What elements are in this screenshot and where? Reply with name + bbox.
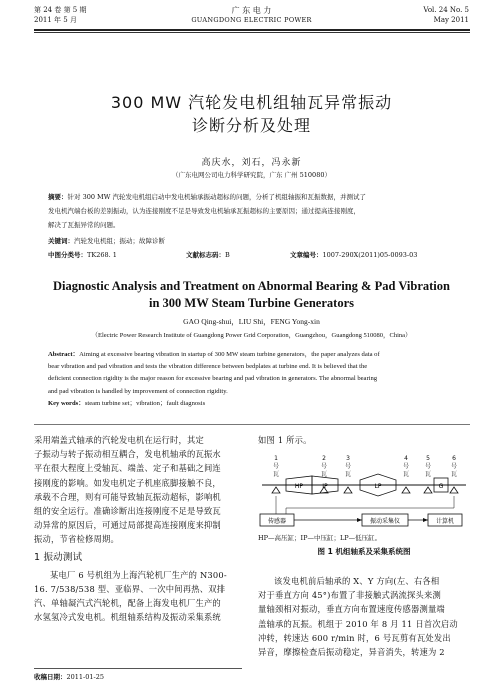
- arrow: [357, 518, 362, 522]
- text-line: 对于垂直方向 45°)布置了非接触式涡流探头来测: [258, 590, 442, 601]
- sensor-leads: [276, 496, 454, 514]
- clc-number: [48, 250, 117, 260]
- text-line: 承载不合理，则有可能导致轴瓦振动超标，影响机: [34, 491, 221, 502]
- bearing-label: 号: [320, 463, 328, 470]
- text-line: 水氢氢冷式发电机。机组轴系结构及振动采集系统: [34, 612, 221, 623]
- authors-en: GAO Qing-shui，LIU Shi，FENG Yong-xin: [183, 317, 320, 326]
- arrow: [423, 518, 428, 522]
- keywords-cn-text: 汽轮发电机组；振动；故障诊断: [74, 237, 165, 245]
- computer-label: 计算机: [435, 518, 455, 525]
- generator-label: G: [438, 483, 444, 490]
- text-line: 动异常的原因后，可通过局部提高连接刚度来抑制: [34, 520, 221, 531]
- figure-caption: 图 1 机组轴系及采集系统图: [317, 547, 411, 556]
- header-rule-thin: [34, 32, 470, 33]
- bearing-label: 号: [344, 463, 352, 470]
- bearing-label: 号: [450, 463, 458, 470]
- received-value: 2011-01-25: [66, 673, 104, 681]
- doc-value: B: [225, 251, 230, 259]
- journal-date: 2011 年 5 月: [34, 16, 77, 24]
- lp-label: LP: [374, 483, 382, 490]
- abstract-cn: [48, 192, 468, 230]
- affiliation-cn: （广东电网公司电力科学研究院，广东 广州 510080）: [172, 171, 331, 179]
- bearing-label: 瓦: [424, 471, 432, 478]
- bearing-number: 5: [426, 455, 430, 462]
- bearing-label: 瓦: [450, 471, 458, 478]
- abstract-divider: [34, 424, 470, 425]
- text-line: 接刚度的影响。如发电机定子机座底脚接触不良，: [34, 477, 221, 488]
- text-line: 16. 7/538/538 型、亚临界、一次中间再热、双排: [34, 584, 226, 595]
- keywords-en-text: steam turbine set；vibration；fault diagnosis: [84, 399, 206, 407]
- figure-intro: 如图 1 所示。: [258, 435, 312, 445]
- bearing-number: 6: [452, 455, 456, 462]
- journal-volume: 第 24 卷 第 5 期: [34, 6, 87, 14]
- title-cn-line2: 诊断分析及处理: [191, 116, 311, 135]
- abstract-cn-label: 摘要：: [48, 193, 68, 201]
- shaft-system-figure: [256, 452, 470, 532]
- text-line: 盖轴承的瓦振。机组于 2010 年 8 月 11 日首次启动: [258, 618, 458, 629]
- abstract-en-label: Abstract：: [48, 351, 80, 358]
- received-date: [34, 672, 104, 681]
- text-line: 平在很大程度上受轴瓦、端盖、定子和基础之间连: [34, 463, 221, 474]
- clc-value: TK268. 1: [87, 251, 117, 259]
- section-heading: 1 振动测试: [34, 551, 83, 563]
- title-en-line1: Diagnostic Analysis and Treatment on Abnormal Bearing & Pad Vibration: [53, 279, 450, 293]
- affiliation-en: （Electric Power Research Institute of Guangdong Power Grid Corporation，Guangzhou，Guangdong 510080，China）: [91, 332, 412, 339]
- clc-label: 中图分类号：: [48, 251, 87, 259]
- keywords-cn-label: 关键词：: [48, 237, 74, 245]
- journal-vol-en: Vol. 24 No. 5: [423, 6, 469, 14]
- right-paragraph: [258, 574, 470, 659]
- bearing-number: 1: [274, 455, 278, 462]
- bearing-label: 瓦: [344, 471, 352, 478]
- abstract-en-line2: bear vibration and pad vibration and tests the vibration difference between bedplates at turbine end. It is believed that the: [48, 363, 368, 371]
- abstract-en-line1: Aiming at excessive bearing vibration in startup of 300 MW steam turbine generators，the paper analyzes data of: [79, 351, 380, 358]
- art-label: 文章编号：: [290, 251, 323, 259]
- ip-label: IP: [322, 483, 328, 490]
- art-value: 1007-290X(2011)05-0093-03: [322, 251, 418, 259]
- abstract-cn-line1: 针对 300 MW 汽轮发电机组启动中发电机轴承振动超标的问题，分析了机组轴振和瓦振数据，并测试了: [67, 193, 366, 201]
- header-rule: [34, 29, 470, 31]
- text-line: 振动，节省检修周期。: [34, 534, 119, 545]
- abstract-en-line3: deficient connection rigidity is the major reason for excessive bearing and pad vibration in generators. The abnormal bearing: [48, 375, 378, 383]
- footnote-rule: [34, 668, 242, 669]
- section-paragraph: [34, 568, 242, 625]
- journal-date-en: May 2011: [433, 16, 469, 24]
- text-line: 异音，摩擦检查后振动稳定，异音消失，转速为 2: [258, 647, 445, 658]
- collector-label: 振动采集仪: [369, 518, 401, 525]
- abstract-en: [48, 349, 468, 410]
- abstract-en-line4: and pad vibration is handled by improvement of connection rigidity.: [48, 387, 228, 395]
- text-line: 冲转，转速达 600 r/min 时，6 号瓦剪有瓦处发出: [258, 632, 451, 643]
- journal-name-cn: 广 东 电 力: [231, 6, 272, 15]
- text-line: 子振动与转子振动相互耦合，发电机轴承的瓦振水: [34, 449, 221, 460]
- abstract-cn-line2: 发电机汽端台板的差别振动，认为连接刚度不足是导致发电机轴承瓦振超标的主要原因；通过提高连接刚度，: [48, 207, 360, 215]
- bearing-number: 4: [404, 455, 408, 462]
- text-line: 组的安全运行。准确诊断出连接刚度不足是导致瓦: [34, 506, 221, 517]
- text-line: 汽、单轴凝汽式汽轮机，配备上海发电机厂生产的: [34, 598, 221, 609]
- sensor-label: 传感器: [267, 518, 287, 525]
- text-line: 采用端盖式轴承的汽轮发电机在运行时，其定: [34, 435, 204, 445]
- authors-cn: 高庆水，刘石，冯永新: [201, 158, 302, 168]
- bearing-number: 3: [346, 455, 350, 462]
- doc-label: 文献标志码：: [186, 251, 225, 259]
- article-number: [290, 250, 417, 260]
- received-label: 收稿日期：: [34, 673, 67, 681]
- bearing-label: 瓦: [272, 471, 280, 478]
- bearing-label: 瓦: [402, 471, 410, 478]
- abstract-cn-line3: 解决了瓦振异常的问题。: [48, 221, 120, 229]
- doc-code: [186, 250, 230, 260]
- figure-legend: HP—高压缸；IP—中压缸；LP—低压缸。: [258, 534, 382, 542]
- text-line: 该发电机前后轴承的 X、Y 方向(左、右各相: [274, 576, 440, 586]
- keywords-en-label: Key words：: [48, 399, 85, 407]
- bearing-label: 瓦: [320, 471, 328, 478]
- intro-paragraph: [34, 433, 242, 547]
- bearing-number: 2: [322, 455, 326, 462]
- text-line: 量轴颈相对振动，垂直方向布置速度传感器测量端: [258, 604, 445, 615]
- keywords-cn: [48, 236, 165, 246]
- text-line: 某电厂 6 号机组为上海汽轮机厂生产的 N300-: [50, 569, 227, 580]
- bearing-label: 号: [424, 463, 432, 470]
- left-column: [34, 433, 242, 625]
- journal-name-en: GUANGDONG ELECTRIC POWER: [191, 16, 312, 24]
- title-cn-line1: 300 MW 汽轮发电机组轴瓦异常振动: [110, 93, 393, 112]
- title-en-line2: in 300 MW Steam Turbine Generators: [149, 296, 354, 310]
- bearing-label: 号: [402, 463, 410, 470]
- hp-label: HP: [294, 483, 304, 490]
- bearing-label: 号: [272, 463, 280, 470]
